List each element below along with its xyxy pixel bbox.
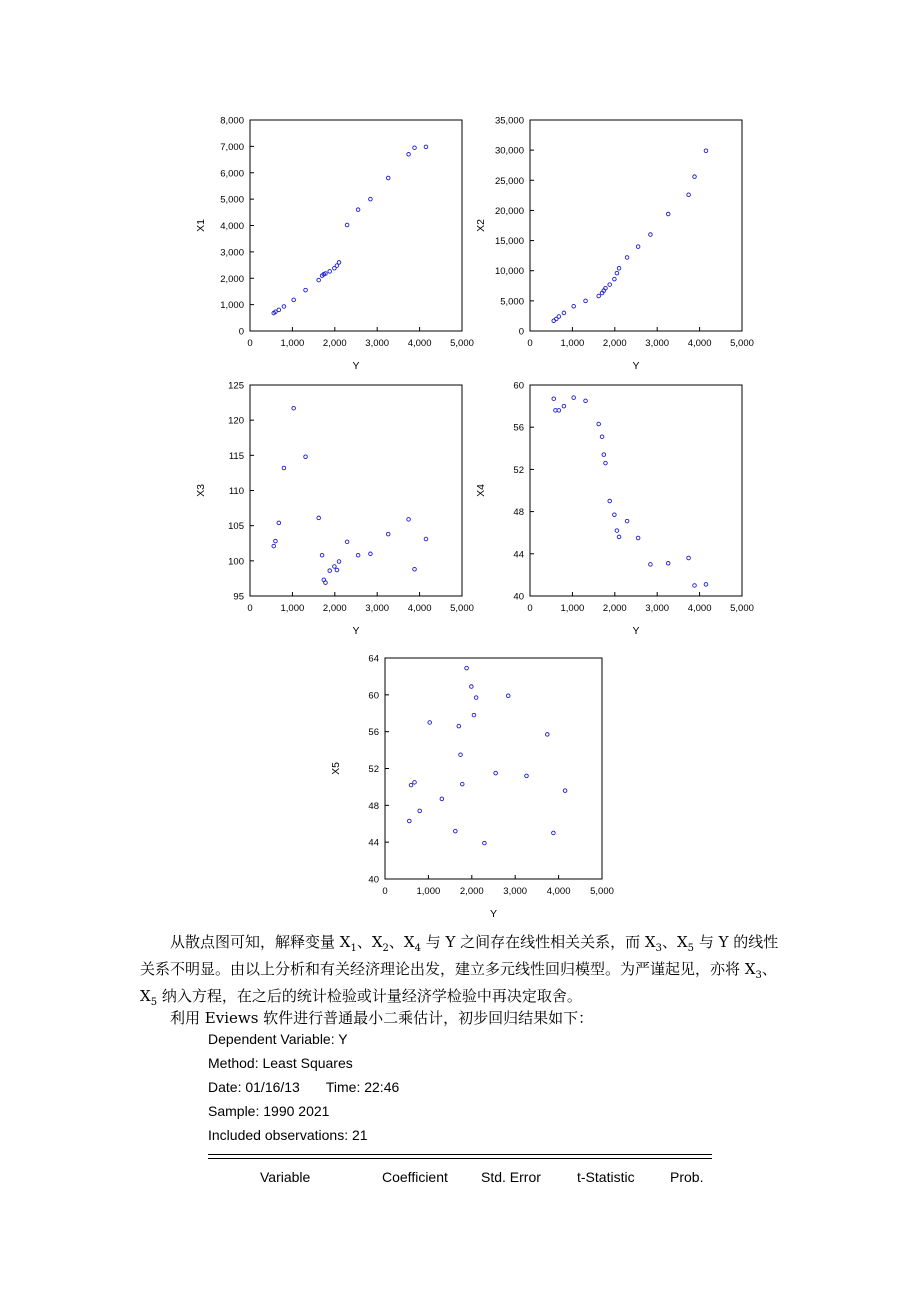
dependent-variable-line: Dependent Variable: Y — [208, 1031, 348, 1047]
data-point — [369, 197, 373, 201]
data-point — [525, 774, 529, 778]
data-point — [562, 311, 566, 315]
y-tick-label: 8,000 — [220, 115, 244, 127]
data-point — [304, 288, 308, 292]
data-point — [407, 152, 411, 156]
data-point — [386, 532, 390, 536]
col-header-t-statistic: t-Statistic — [577, 1169, 635, 1185]
x-tick-label: 4,000 — [407, 338, 432, 349]
y-axis-label: X3 — [195, 484, 207, 497]
table-top-rule — [208, 1154, 712, 1155]
data-point — [324, 581, 328, 585]
data-point — [506, 694, 510, 698]
x-axis-label: Y — [352, 360, 360, 372]
y-tick-label: 125 — [228, 380, 244, 392]
data-point — [604, 461, 608, 465]
y-tick-label: 56 — [368, 727, 379, 739]
data-point — [625, 519, 629, 523]
data-point — [428, 721, 432, 725]
x-tick-label: 5,000 — [590, 886, 614, 897]
col-header-std-error: Std. Error — [481, 1169, 541, 1185]
data-point — [687, 556, 691, 560]
data-point — [608, 283, 612, 287]
data-point — [617, 535, 621, 539]
data-point — [572, 396, 576, 400]
y-tick-label: 0 — [238, 326, 244, 338]
y-tick-label: 35,000 — [494, 115, 524, 127]
data-point — [615, 271, 619, 275]
y-tick-label: 44 — [368, 837, 379, 849]
scatter-chart-x3 — [190, 375, 475, 640]
x-tick-label: 3,000 — [365, 603, 390, 614]
data-point — [666, 212, 670, 216]
x-tick-label: 0 — [382, 886, 388, 897]
x-tick-label: 1,000 — [560, 603, 585, 614]
data-point — [440, 797, 444, 801]
x-tick-label: 2,000 — [602, 603, 627, 614]
x-tick-label: 5,000 — [450, 603, 474, 614]
data-point — [494, 771, 498, 775]
data-point — [356, 553, 360, 557]
y-tick-label: 6,000 — [220, 168, 244, 180]
x-tick-label: 1,000 — [560, 338, 585, 349]
data-point — [369, 552, 373, 556]
x-axis-label: Y — [352, 625, 360, 637]
data-point — [693, 175, 697, 179]
x-tick-label: 0 — [247, 603, 253, 614]
data-point — [474, 696, 478, 700]
data-point — [636, 245, 640, 249]
data-point — [282, 466, 286, 470]
x-axis-label: Y — [632, 625, 640, 637]
data-point — [328, 270, 332, 274]
y-axis-label: X4 — [475, 484, 487, 497]
x-tick-label: 2,000 — [602, 338, 627, 349]
y-tick-label: 120 — [228, 415, 244, 427]
data-point — [470, 685, 474, 689]
y-tick-label: 60 — [513, 380, 524, 392]
time-text: Time: 22:46 — [325, 1079, 400, 1095]
data-point — [617, 267, 621, 271]
data-point — [460, 782, 464, 786]
col-header-variable: Variable — [260, 1169, 311, 1185]
y-tick-label: 100 — [228, 556, 244, 568]
x-tick-label: 2,000 — [322, 338, 347, 349]
y-tick-label: 7,000 — [220, 141, 244, 153]
y-tick-label: 10,000 — [494, 266, 524, 278]
col-header-prob: Prob. — [670, 1169, 704, 1185]
data-point — [277, 521, 281, 525]
y-tick-label: 60 — [368, 690, 379, 702]
x-tick-label: 3,000 — [365, 338, 390, 349]
data-point — [424, 537, 428, 541]
data-point — [274, 539, 278, 543]
x-tick-label: 5,000 — [730, 603, 754, 614]
data-point — [320, 553, 324, 557]
scatter-chart-x1 — [190, 110, 475, 375]
data-point — [608, 499, 612, 503]
y-tick-label: 115 — [228, 450, 244, 462]
y-tick-label: 20,000 — [494, 205, 524, 217]
x-tick-label: 1,000 — [280, 603, 305, 614]
data-point — [277, 308, 281, 312]
data-point — [666, 561, 670, 565]
x-tick-label: 4,000 — [687, 603, 712, 614]
data-point — [649, 233, 653, 237]
plot-frame — [530, 385, 742, 596]
data-point — [337, 261, 341, 265]
y-tick-label: 1,000 — [220, 300, 244, 312]
data-point — [704, 149, 708, 153]
y-tick-label: 95 — [233, 591, 244, 603]
data-point — [317, 278, 321, 282]
y-axis-label: X2 — [475, 219, 487, 232]
data-point — [613, 513, 617, 517]
data-point — [602, 453, 606, 457]
sample-line: Sample: 1990 2021 — [208, 1103, 330, 1119]
data-point — [345, 223, 349, 227]
data-point — [418, 809, 422, 813]
y-tick-label: 40 — [368, 874, 379, 886]
data-point — [546, 733, 550, 737]
data-point — [282, 305, 286, 309]
data-point — [292, 406, 296, 410]
data-point — [693, 584, 697, 588]
date-time-line — [208, 1079, 399, 1095]
data-point — [292, 298, 296, 302]
data-point — [317, 516, 321, 520]
data-point — [687, 193, 691, 197]
data-point — [328, 569, 332, 573]
data-point — [562, 404, 566, 408]
scatter-chart-x5 — [325, 648, 615, 923]
scatter-chart-x4 — [470, 375, 755, 640]
data-point — [333, 565, 337, 569]
scatter-chart-x2 — [470, 110, 755, 375]
plot-frame — [250, 385, 462, 596]
x-tick-label: 3,000 — [503, 886, 528, 897]
data-point — [424, 145, 428, 149]
data-point — [552, 831, 556, 835]
plot-frame — [250, 120, 462, 331]
data-point — [600, 435, 604, 439]
plot-frame — [530, 120, 742, 331]
data-point — [704, 583, 708, 587]
x-tick-label: 4,000 — [546, 886, 571, 897]
y-tick-label: 44 — [513, 549, 524, 561]
data-point — [413, 781, 417, 785]
data-point — [459, 753, 463, 757]
y-tick-label: 52 — [368, 764, 379, 775]
data-point — [413, 567, 417, 571]
x-tick-label: 0 — [247, 338, 253, 349]
y-tick-label: 110 — [228, 486, 244, 497]
y-tick-label: 5,000 — [500, 296, 524, 308]
data-point — [386, 176, 390, 180]
data-point — [625, 256, 629, 260]
y-tick-label: 3,000 — [220, 247, 244, 259]
x-tick-label: 1,000 — [416, 886, 441, 897]
data-point — [408, 819, 412, 823]
y-tick-label: 56 — [513, 422, 524, 434]
y-axis-label: X1 — [195, 219, 207, 232]
y-tick-label: 105 — [228, 521, 244, 533]
data-point — [413, 146, 417, 150]
data-point — [472, 713, 476, 717]
y-tick-label: 52 — [513, 464, 524, 476]
data-point — [615, 529, 619, 533]
x-tick-label: 3,000 — [645, 338, 670, 349]
data-point — [457, 724, 461, 728]
y-axis-label: X5 — [330, 762, 342, 775]
data-point — [407, 518, 411, 522]
data-point — [613, 277, 617, 281]
plot-frame — [385, 658, 602, 879]
y-tick-label: 48 — [513, 507, 524, 519]
data-point — [337, 560, 341, 564]
y-tick-label: 64 — [368, 653, 379, 665]
y-tick-label: 30,000 — [494, 145, 524, 157]
table-top-rule-second — [208, 1158, 712, 1159]
data-point — [584, 299, 588, 303]
x-tick-label: 2,000 — [322, 603, 347, 614]
y-tick-label: 15,000 — [494, 236, 524, 248]
x-tick-label: 0 — [527, 338, 533, 349]
x-tick-label: 0 — [527, 603, 533, 614]
analysis-paragraph: 从散点图可知，解释变量 $X_1$、$X_2$、$X_4$ 与 Y 之间存在线性相关关系，而 $X_3$、$X_5$ 与 Y 的线性关系不明显。由以上分析和有关经济理论出发，建立多元线性回归模型。为严谨起见，亦将 $X_3$、$X_5$ 纳入方程，在之后的统计检验或计量经济学检验中再决定取舍。 — [140, 933, 779, 1008]
data-point — [572, 304, 576, 308]
method-line: Method: Least Squares — [208, 1055, 353, 1071]
data-point — [584, 399, 588, 403]
y-tick-label: 25,000 — [494, 175, 524, 187]
col-header-coefficient: Coefficient — [382, 1169, 448, 1185]
data-point — [649, 563, 653, 567]
y-tick-label: 2,000 — [220, 273, 244, 285]
eviews-intro-paragraph: 利用 Eviews 软件进行普通最小二乘估计，初步回归结果如下： — [170, 1009, 594, 1027]
data-point — [409, 783, 413, 787]
data-point — [335, 568, 339, 572]
x-axis-label: Y — [489, 908, 498, 920]
x-tick-label: 5,000 — [450, 338, 474, 349]
data-point — [597, 294, 601, 298]
data-point — [356, 208, 360, 212]
x-tick-label: 1,000 — [280, 338, 305, 349]
data-point — [552, 397, 556, 401]
data-point — [345, 540, 349, 544]
y-tick-label: 48 — [368, 800, 379, 812]
x-axis-label: Y — [632, 360, 640, 372]
data-point — [483, 841, 487, 845]
data-point — [563, 789, 567, 793]
y-tick-label: 5,000 — [220, 194, 244, 206]
data-point — [597, 422, 601, 426]
y-tick-label: 4,000 — [220, 221, 244, 232]
data-point — [465, 666, 469, 670]
x-tick-label: 3,000 — [645, 603, 670, 614]
data-point — [454, 829, 458, 833]
x-tick-label: 5,000 — [730, 338, 754, 349]
data-point — [636, 536, 640, 540]
data-point — [272, 544, 276, 548]
included-observations-line: Included observations: 21 — [208, 1127, 368, 1143]
y-tick-label: 40 — [513, 591, 524, 603]
data-point — [304, 455, 308, 459]
y-tick-label: 0 — [518, 326, 524, 338]
x-tick-label: 4,000 — [407, 603, 432, 614]
x-tick-label: 4,000 — [687, 338, 712, 349]
date-text: Date: 01/16/13 — [208, 1079, 300, 1095]
data-point — [557, 315, 561, 319]
x-tick-label: 2,000 — [459, 886, 484, 897]
